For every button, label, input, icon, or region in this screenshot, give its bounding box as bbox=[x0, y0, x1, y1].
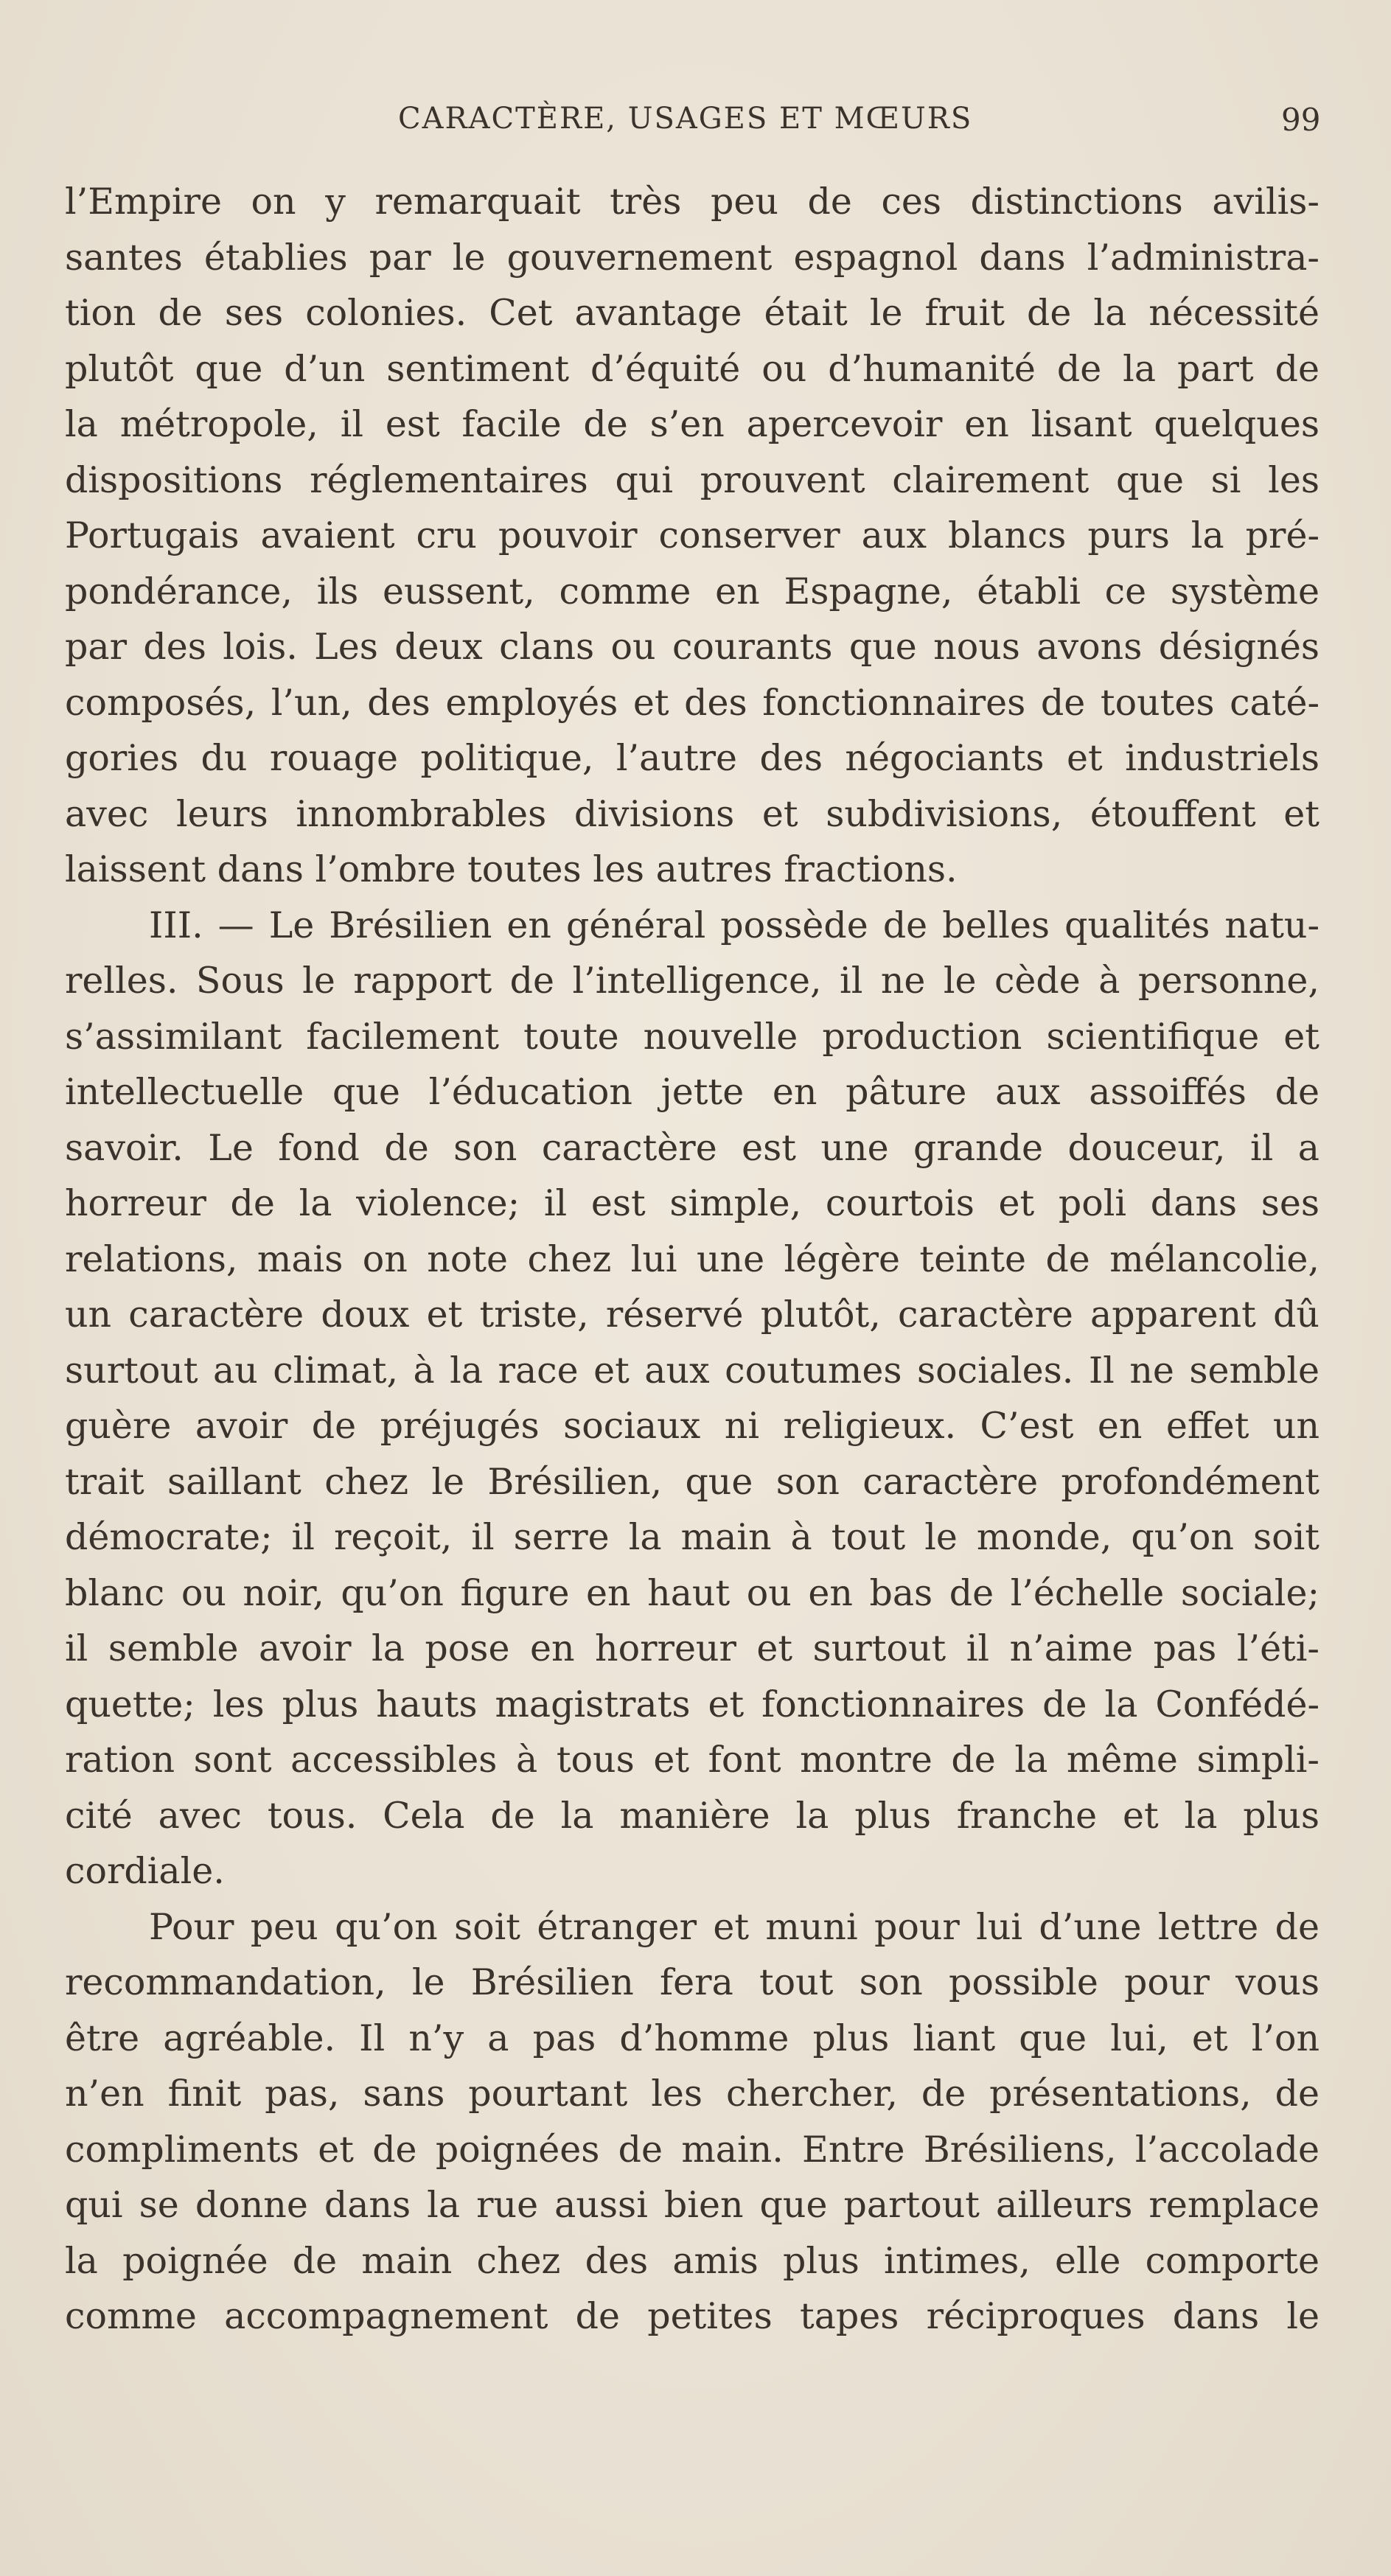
text-line: plutôt que d’un sentiment d’équité ou d’humanité de la part de bbox=[65, 347, 1319, 390]
text-line: relations, mais on note chez lui une légère teinte de mélancolie, bbox=[65, 1238, 1319, 1280]
paragraph-3 bbox=[65, 1899, 1319, 2345]
text-line: qui se donne dans la rue aussi bien que partout ailleurs remplace bbox=[65, 2184, 1319, 2226]
text-line: Pour peu qu’on soit étranger et muni pour lui d’une lettre de bbox=[149, 1905, 1319, 1948]
text-line: être agréable. Il n’y a pas d’homme plus liant que lui, et l’on bbox=[65, 2017, 1319, 2059]
text-line: intellectuelle que l’éducation jette en pâture aux assoiffés de bbox=[65, 1071, 1319, 1113]
paragraph-1 bbox=[65, 174, 1319, 898]
text-line: cordiale. bbox=[65, 1850, 225, 1892]
text-line: cité avec tous. Cela de la manière la plus franche et la plus bbox=[65, 1794, 1319, 1837]
text-line: il semble avoir la pose en horreur et surtout il n’aime pas l’éti- bbox=[65, 1627, 1319, 1669]
text-line: surtout au climat, à la race et aux coutumes sociales. Il ne semble bbox=[65, 1349, 1319, 1392]
text-line: compliments et de poignées de main. Entre Brésiliens, l’accolade bbox=[65, 2128, 1319, 2171]
text-line: santes établies par le gouvernement espagnol dans l’administra- bbox=[65, 236, 1319, 279]
text-line: Portugais avaient cru pouvoir conserver aux blancs purs la pré- bbox=[65, 514, 1319, 556]
text-line: relles. Sous le rapport de l’intelligence, il ne le cède à personne, bbox=[65, 960, 1319, 1002]
text-line: pondérance, ils eussent, comme en Espagne, établi ce système bbox=[65, 570, 1319, 612]
text-line: tion de ses colonies. Cet avantage était le fruit de la nécessité bbox=[65, 292, 1319, 334]
running-title: CARACTÈRE, USAGES ET MŒURS bbox=[398, 102, 973, 136]
text-line: la métropole, il est facile de s’en apercevoir en lisant quelques bbox=[65, 403, 1319, 445]
text-line: par des lois. Les deux clans ou courants que nous avons désignés bbox=[65, 626, 1319, 668]
text-line: trait saillant chez le Brésilien, que son caractère profondément bbox=[65, 1460, 1319, 1503]
text-line: démocrate; il reçoit, il serre la main à tout le monde, qu’on soit bbox=[65, 1516, 1319, 1558]
text-line: guère avoir de préjugés sociaux ni religieux. C’est en effet un bbox=[65, 1405, 1319, 1447]
page-number: 99 bbox=[1281, 102, 1321, 138]
paragraph-2 bbox=[65, 898, 1319, 1899]
text-line: dispositions réglementaires qui prouvent clairement que si les bbox=[65, 458, 1319, 501]
text-line: composés, l’un, des employés et des fonctionnaires de toutes caté- bbox=[65, 681, 1319, 724]
text-line: III. — Le Brésilien en général possède de belles qualités natu- bbox=[149, 904, 1319, 946]
running-head bbox=[0, 102, 1391, 146]
text-line: un caractère doux et triste, réservé plutôt, caractère apparent dû bbox=[65, 1294, 1319, 1336]
text-line: recommandation, le Brésilien fera tout son possible pour vous bbox=[65, 1961, 1319, 2003]
text-line: blanc ou noir, qu’on figure en haut ou en bas de l’échelle sociale; bbox=[65, 1571, 1319, 1614]
text-line: l’Empire on y remarquait très peu de ces distinctions avilis- bbox=[65, 181, 1319, 223]
text-line: quette; les plus hauts magistrats et fonctionnaires de la Confédé- bbox=[65, 1683, 1319, 1725]
text-line: savoir. Le fond de son caractère est une grande douceur, il a bbox=[65, 1126, 1319, 1169]
text-line: s’assimilant facilement toute nouvelle production scientifique et bbox=[65, 1015, 1319, 1058]
body-text bbox=[65, 174, 1319, 2345]
text-line: ration sont accessibles à tous et font montre de la même simpli- bbox=[65, 1739, 1319, 1781]
text-line: la poignée de main chez des amis plus intimes, elle comporte bbox=[65, 2239, 1319, 2282]
text-line: horreur de la violence; il est simple, courtois et poli dans ses bbox=[65, 1182, 1319, 1224]
text-line: laissent dans l’ombre toutes les autres fractions. bbox=[65, 848, 958, 890]
text-line: n’en finit pas, sans pourtant les chercher, de présentations, de bbox=[65, 2073, 1319, 2115]
text-line: avec leurs innombrables divisions et subdivisions, étouffent et bbox=[65, 792, 1319, 835]
text-line: gories du rouage politique, l’autre des négociants et industriels bbox=[65, 737, 1319, 779]
text-line: comme accompagnement de petites tapes réciproques dans le bbox=[65, 2295, 1319, 2337]
